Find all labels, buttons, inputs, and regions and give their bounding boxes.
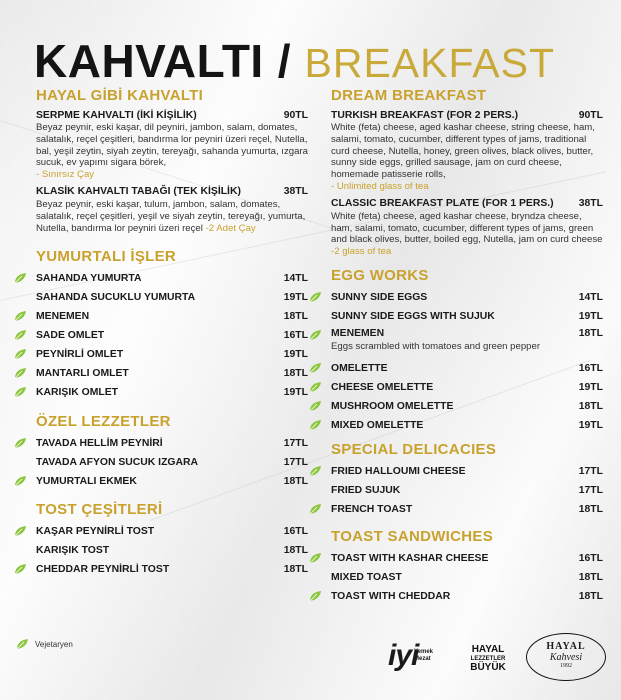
item-price: 14TL: [283, 273, 308, 285]
menu-item: [36, 108, 308, 181]
item-price: 90TL: [283, 109, 308, 121]
hayal-kahvesi-logo: HAYAL Kahvesi 1992: [526, 633, 606, 681]
leaf-icon: [309, 362, 322, 374]
title-slash: /: [277, 35, 291, 87]
item-price: 17TL: [283, 457, 308, 469]
title-turkish: KAHVALTI: [34, 35, 264, 87]
item-price: 19TL: [283, 387, 308, 399]
item-price: 16TL: [578, 362, 603, 374]
item-price: 18TL: [283, 476, 308, 488]
item-name: TURKISH BREAKFAST (FOR 2 PERS.): [331, 109, 519, 121]
menu-item: [36, 453, 308, 472]
item-note: - Unlimited glass of tea: [331, 180, 429, 192]
menu-item: [36, 522, 308, 541]
page-title: [34, 26, 556, 87]
brand-logos: [388, 632, 606, 682]
leaf-icon: [14, 348, 27, 360]
item-name: OMELETTE: [331, 362, 388, 374]
menu-item: [331, 549, 603, 568]
leaf-icon: [14, 367, 27, 379]
leaf-icon: [14, 475, 27, 487]
item-name: KLASİK KAHVALTI TABAĞI (TEK KİŞİLİK): [36, 186, 241, 198]
vegetarian-label: Vejetaryen: [35, 639, 73, 649]
menu-item: [36, 560, 308, 579]
menu-item: [331, 500, 603, 519]
menu-item: [36, 364, 308, 383]
item-name: MENEMEN: [331, 327, 385, 339]
item-price: 19TL: [283, 292, 308, 304]
menu-item: [331, 326, 603, 341]
item-price: 16TL: [283, 526, 308, 538]
menu-item: [36, 307, 308, 326]
item-price: 19TL: [578, 419, 603, 431]
item-name: CLASSIC BREAKFAST PLATE (FOR 1 PERS.): [331, 198, 554, 210]
item-description: Beyaz peynir, eski kaşar, tulum, jambon, salam, domates, salatalık, reçel çeşitleri, yeşil ve siyah zeytin, tereyağı, yumurta, Nutella, bandırma lor peyniri üzeri reçel -2 Adet Çay: [36, 198, 306, 234]
item-name: SUNNY SIDE EGGS WITH SUJUK: [331, 310, 495, 322]
item-price: 17TL: [578, 465, 603, 477]
leaf-icon: [309, 503, 322, 515]
item-name: TAVADA HELLİM PEYNİRİ: [36, 438, 163, 450]
section-heading: TOAST SANDWICHES: [331, 527, 494, 545]
menu-item: [36, 434, 308, 453]
english-menu-column: [331, 86, 603, 606]
menu-item: [331, 587, 603, 606]
leaf-icon: [309, 465, 322, 477]
section-heading: EGG WORKS: [331, 266, 429, 284]
item-price: 18TL: [283, 368, 308, 380]
section-heading: TOST ÇEŞİTLERİ: [36, 501, 163, 519]
hayal-lezzetler-logo: HAYAL LEZZETLER BÜYÜK: [470, 644, 506, 673]
item-price: 16TL: [283, 330, 308, 342]
menu-item: [36, 383, 308, 402]
item-name: CHEESE OMELETTE: [331, 381, 434, 393]
leaf-icon: [14, 563, 27, 575]
item-name: FRIED SUJUK: [331, 484, 401, 496]
item-name: KAŞAR PEYNİRLİ TOST: [36, 526, 155, 538]
item-name: SAHANDA YUMURTA: [36, 273, 142, 285]
menu-item: [36, 541, 308, 560]
item-price: 38TL: [578, 198, 603, 210]
menu-item: [331, 462, 603, 481]
leaf-icon: [16, 638, 29, 650]
menu-item: [331, 481, 603, 500]
item-name: FRENCH TOAST: [331, 503, 413, 515]
item-name: KARIŞIK OMLET: [36, 387, 118, 399]
leaf-icon: [14, 525, 27, 537]
item-note: -2 glass of tea: [331, 246, 392, 258]
item-name: SERPME KAHVALTI (İKİ KİŞİLİK): [36, 109, 197, 121]
item-name: MUSHROOM OMELETTE: [331, 400, 454, 412]
item-name: YUMURTALI EKMEK: [36, 476, 137, 488]
item-note: -2 Adet Çay: [205, 222, 256, 234]
item-name: SADE OMLET: [36, 330, 105, 342]
item-name: PEYNİRLİ OMLET: [36, 349, 124, 361]
item-price: 19TL: [283, 349, 308, 361]
item-note: - Sınırsız Çay: [36, 169, 95, 181]
leaf-icon: [309, 381, 322, 393]
leaf-icon: [309, 590, 322, 602]
item-name: KARIŞIK TOST: [36, 545, 110, 557]
leaf-icon: [14, 310, 27, 322]
leaf-icon: [14, 437, 27, 449]
menu-item: [36, 326, 308, 345]
leaf-icon: [309, 419, 322, 431]
menu-item: [331, 197, 603, 258]
leaf-icon: [14, 386, 27, 398]
item-description: Eggs scrambled with tomatoes and green pepper: [331, 340, 541, 352]
menu-item: [331, 108, 603, 193]
iyi-logo: iyi Yemek Mezat: [388, 639, 434, 672]
menu-item: [36, 269, 308, 288]
item-name: MANTARLI OMLET: [36, 368, 129, 380]
item-description: Beyaz peynir, eski kaşar, dil peyniri, jambon, salam, domates, salatalık, reçel çeşitleri, bandırma lor peyniri üzeri reçel, Nutella, bal, yeşil zeytin, siyah zeytin, tereyağı, sahanda yumurta, ızgara sucuk, ev yapımı sigara börek, - Sınırsız Çay: [36, 122, 308, 181]
section-heading: YUMURTALI İŞLER: [36, 248, 177, 266]
section-heading: SPECIAL DELICACIES: [331, 440, 497, 458]
menu-item: [331, 568, 603, 587]
menu-item: [36, 288, 308, 307]
item-price: 18TL: [578, 503, 603, 515]
leaf-icon: [309, 400, 322, 412]
item-price: 18TL: [283, 311, 308, 323]
menu-item: [331, 307, 603, 326]
item-name: MENEMEN: [36, 311, 90, 323]
item-name: TOAST WITH KASHAR CHEESE: [331, 552, 489, 564]
menu-item: [331, 288, 603, 307]
leaf-icon: [14, 329, 27, 341]
item-name: CHEDDAR PEYNİRLİ TOST: [36, 564, 170, 576]
menu-item: [36, 185, 308, 234]
leaf-icon: [309, 291, 322, 303]
item-name: MIXED TOAST: [331, 571, 402, 583]
leaf-icon: [309, 552, 322, 564]
section-heading: DREAM BREAKFAST: [331, 87, 487, 104]
leaf-icon: [309, 329, 322, 341]
item-name: SUNNY SIDE EGGS: [331, 291, 428, 303]
item-price: 18TL: [578, 590, 603, 602]
menu-item: [331, 397, 603, 416]
menu-item: [331, 378, 603, 397]
item-description: White (feta) cheese, aged kashar cheese, bryndza cheese, ham, salami, tomato, cucumber, different types of jams, green and black olives, butter, boiled egg, Nutella, jam on curd cheese -2 glass of tea: [331, 210, 603, 258]
vegetarian-legend: [16, 638, 73, 650]
menu-item: [36, 345, 308, 364]
item-name: SAHANDA SUCUKLU YUMURTA: [36, 292, 196, 304]
leaf-icon: [14, 272, 27, 284]
menu-item: [331, 416, 603, 435]
item-price: 90TL: [578, 109, 603, 121]
item-name: FRIED HALLOUMI CHEESE: [331, 465, 466, 477]
item-price: 17TL: [578, 484, 603, 496]
item-description: White (feta) cheese, aged kashar cheese, string cheese, ham, salami, tomato, cucumber, different types of jams, traditional curd cheese, Nutella, honey, green olives, black olives, butter, sunny side eggs, grilled sausage, jam on curd cheese, homemade patisserie rolls, - Unlimited glass of tea: [331, 122, 595, 192]
item-price: 18TL: [283, 545, 308, 557]
item-price: 19TL: [578, 310, 603, 322]
item-name: TAVADA AFYON SUCUK IZGARA: [36, 457, 199, 469]
item-price: 14TL: [578, 291, 603, 303]
item-price: 19TL: [578, 381, 603, 393]
item-price: 16TL: [578, 552, 603, 564]
item-name: MIXED OMELETTE: [331, 419, 424, 431]
item-price: 18TL: [283, 564, 308, 576]
turkish-menu-column: [36, 86, 308, 579]
item-price: 18TL: [578, 571, 603, 583]
section-heading: ÖZEL LEZZETLER: [36, 413, 171, 431]
menu-item: [331, 359, 603, 378]
section-heading: HAYAL GİBİ KAHVALTI: [36, 87, 204, 104]
item-name: TOAST WITH CHEDDAR: [331, 590, 451, 602]
item-price: 17TL: [283, 438, 308, 450]
item-price: 18TL: [578, 400, 603, 412]
item-price: 18TL: [578, 327, 603, 339]
item-price: 38TL: [283, 186, 308, 198]
title-english: BREAKFAST: [304, 40, 556, 86]
menu-item: [36, 472, 308, 491]
